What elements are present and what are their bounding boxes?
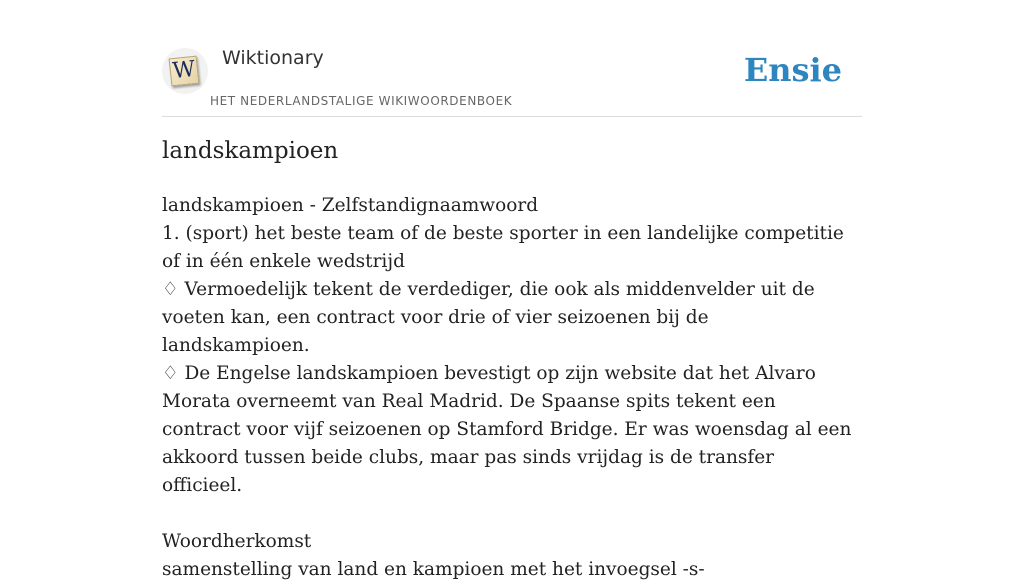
entry-example-2: ♢ De Engelse landskampioen bevestigt op zijn website dat het Alvaro Morata overneemt van Real Madrid. De Spaanse spits tekent een contract voor vijf seizoenen op Stamford Bridge. Er was woensdag al een akkoord tussen beide clubs, maar pas sinds vrijdag is de transfer officieel. <box>162 363 852 496</box>
entry-content <box>162 192 852 584</box>
site-name[interactable]: Wiktionary <box>222 47 324 69</box>
entry-definition: 1. (sport) het beste team of de beste sporter in een landelijke competitie of in één enkele wedstrijd <box>162 223 844 272</box>
entry-example-1: ♢ Vermoedelijk tekent de verdediger, die ook als middenvelder uit de voeten kan, een contract voor drie of vier seizoenen bij de landskampioen. <box>162 279 815 356</box>
logo-letter: W <box>171 56 197 85</box>
ensie-brand-link[interactable]: Ensie <box>743 51 842 89</box>
wiktionary-logo[interactable] <box>162 48 208 94</box>
etymology-text: samenstelling van land en kampioen met het invoegsel -s- <box>162 559 705 580</box>
section-spacer <box>162 500 852 528</box>
entry-heading: landskampioen - Zelfstandignaamwoord <box>162 195 539 216</box>
site-tagline: HET NEDERLANDSTALIGE WIKIWOORDENBOEK <box>210 94 513 108</box>
logo-tile-icon <box>169 56 200 87</box>
page-title: landskampioen <box>162 138 339 164</box>
site-header <box>162 44 862 117</box>
etymology-heading: Woordherkomst <box>162 531 312 552</box>
